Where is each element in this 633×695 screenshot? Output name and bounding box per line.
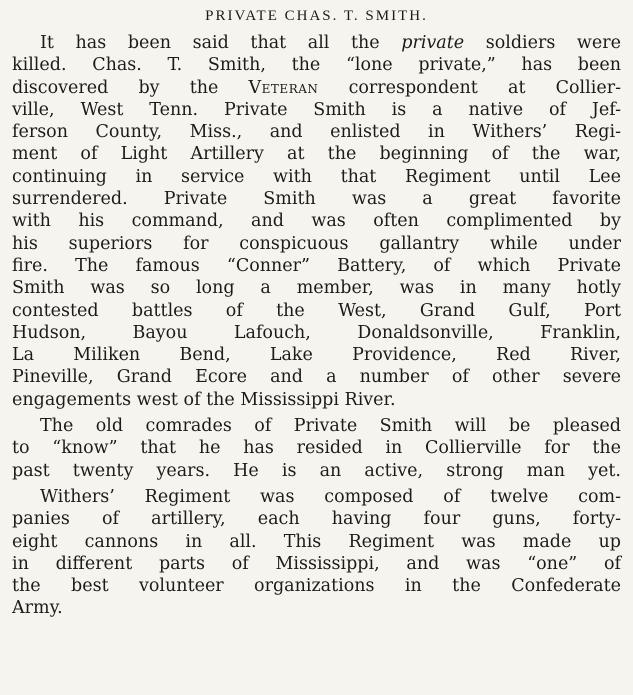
text-line: his superiors for conspicuous gallantry while under xyxy=(12,233,621,254)
text-line: with his command, and was often complimented by xyxy=(12,211,621,232)
text-line: Smith was so long a member, was in many hotly xyxy=(12,278,621,299)
article-paragraph-1 xyxy=(12,32,621,411)
text-line: eight cannons in all. This Regiment was made up xyxy=(12,531,621,552)
text-line: in different parts of Mississippi, and was “one” of xyxy=(12,553,621,574)
text-line: past twenty years. He is an active, strong man yet. xyxy=(12,460,621,481)
text-line: fire. The famous “Conner” Battery, of which Private xyxy=(12,255,621,276)
text-line: surrendered. Private Smith was a great favorite xyxy=(12,189,621,210)
text-line: The old comrades of Private Smith will be pleased xyxy=(40,416,621,437)
text-line: engagements west of the Mississippi River. xyxy=(12,389,396,410)
text-line: Pineville, Grand Ecore and a number of other severe xyxy=(12,367,621,388)
text-line: ville, West Tenn. Private Smith is a native of Jef- xyxy=(12,99,621,120)
text-line: the best volunteer organizations in the Confederate xyxy=(12,576,621,597)
article-title: PRIVATE CHAS. T. SMITH. xyxy=(205,8,428,24)
text-line: Withers’ Regiment was composed of twelve com- xyxy=(40,486,621,507)
text-line: continuing in service with that Regiment until Lee xyxy=(12,166,621,187)
article-paragraph-3 xyxy=(12,486,621,620)
text-line: La Miliken Bend, Lake Providence, Red River, xyxy=(12,345,621,366)
text-line: to “know” that he has resided in Collierville for the xyxy=(12,438,621,459)
text-line: ment of Light Artillery at the beginning of the war, xyxy=(12,144,621,165)
text-line: killed. Chas. T. Smith, the “lone private,” has been xyxy=(12,55,621,76)
text-line: panies of artillery, each having four guns, forty- xyxy=(12,509,621,530)
text-line: discovered by the Veteran correspondent at Collier- xyxy=(12,77,621,98)
text-line: Army. xyxy=(12,598,63,619)
text-line: contested battles of the West, Grand Gulf, Port xyxy=(12,300,621,321)
text-line: It has been said that all the private soldiers were xyxy=(40,33,621,53)
text-line: ferson County, Miss., and enlisted in Withers’ Regi- xyxy=(12,122,621,143)
article-paragraph-2 xyxy=(12,415,621,482)
text-line: Hudson, Bayou Lafouch, Donaldsonville, Franklin, xyxy=(12,322,621,343)
